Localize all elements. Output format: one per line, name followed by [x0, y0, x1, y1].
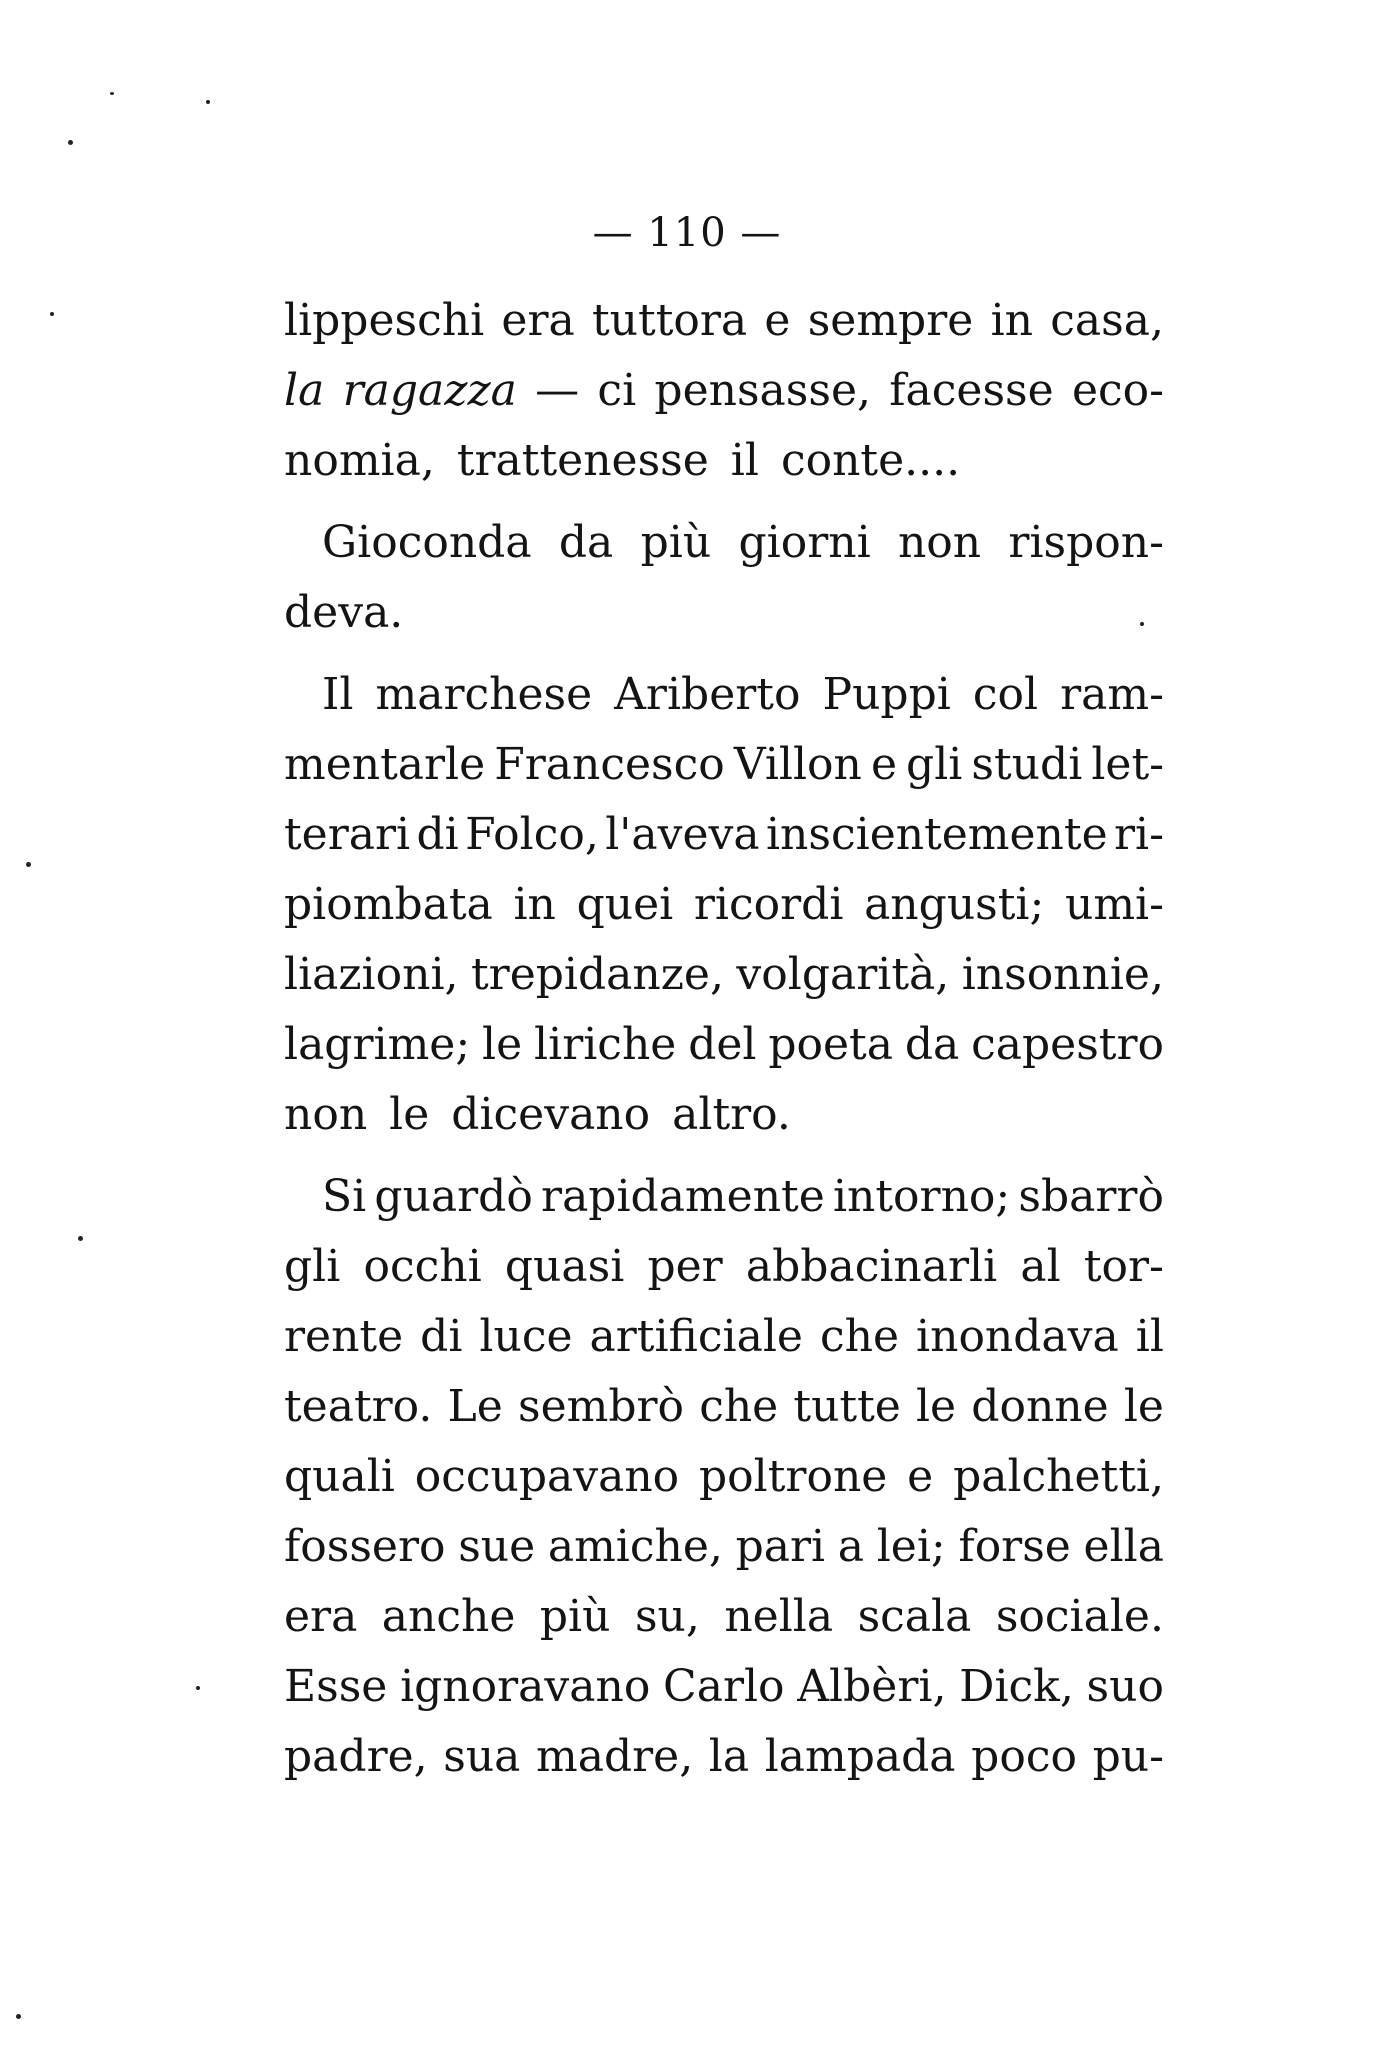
paragraph	[284, 1162, 1164, 1792]
word: pari	[735, 1521, 826, 1572]
word: gli	[284, 1241, 341, 1292]
page-number: — 110 —	[592, 210, 782, 256]
word: non	[897, 517, 982, 568]
word: Le	[447, 1381, 503, 1432]
text-line	[284, 578, 1164, 648]
word: nomia,	[284, 435, 435, 486]
word: inscientemente	[765, 809, 1108, 860]
word: marchese	[375, 669, 593, 720]
scan-speck	[50, 312, 54, 316]
word: ricordi	[693, 879, 844, 930]
text-line	[284, 1302, 1164, 1372]
word: liazioni,	[284, 949, 459, 1000]
word: artificiale	[589, 1311, 803, 1362]
word: la	[284, 365, 325, 416]
word: e	[907, 1451, 934, 1502]
text-line	[284, 730, 1164, 800]
word: padre,	[284, 1731, 428, 1782]
word: le	[1123, 1381, 1164, 1432]
word: sue	[458, 1521, 536, 1572]
word: quasi	[504, 1241, 625, 1292]
word: rapidamente	[541, 1171, 825, 1222]
word: Si	[322, 1171, 367, 1222]
word: forse	[958, 1521, 1071, 1572]
word: era	[284, 1591, 358, 1642]
scan-speck	[196, 1686, 200, 1690]
word: intorno;	[832, 1171, 1011, 1222]
text-line	[284, 800, 1164, 870]
word: occupavano	[414, 1451, 680, 1502]
text-line	[284, 426, 1164, 496]
word: e	[870, 739, 897, 790]
text-line	[284, 1080, 1164, 1150]
word: dicevano	[451, 1089, 651, 1140]
word: ella	[1083, 1521, 1164, 1572]
word: lei;	[876, 1521, 946, 1572]
word: sua	[443, 1731, 521, 1782]
word: più	[539, 1591, 611, 1642]
scan-speck	[68, 140, 73, 145]
word: Gioconda	[322, 517, 532, 568]
word: da	[904, 1019, 960, 1070]
scan-speck	[110, 92, 114, 95]
text-line	[284, 356, 1164, 426]
word: Albèri,	[797, 1661, 947, 1712]
paragraph-gap	[284, 648, 1164, 660]
word: che	[819, 1311, 900, 1362]
word: Villon	[733, 739, 862, 790]
word: il	[1135, 1311, 1164, 1362]
word: Dick,	[959, 1661, 1074, 1712]
word: let-	[1091, 739, 1164, 790]
word: sociale.	[995, 1591, 1164, 1642]
body-text	[284, 286, 1164, 1792]
word: donne	[971, 1381, 1109, 1432]
word: fossero	[284, 1521, 446, 1572]
scan-speck	[16, 2014, 21, 2019]
text-line	[284, 1582, 1164, 1652]
word: liriche	[534, 1019, 677, 1070]
word: mentarle	[284, 739, 486, 790]
word: lagrime;	[284, 1019, 471, 1070]
word: quali	[284, 1451, 395, 1502]
word: capestro	[971, 1019, 1164, 1070]
word: guardò	[374, 1171, 533, 1222]
word: poltrone	[699, 1451, 888, 1502]
text-line	[284, 1512, 1164, 1582]
word: madre,	[536, 1731, 694, 1782]
word: pensasse,	[654, 365, 871, 416]
word: sempre	[807, 295, 974, 346]
word: ignoravano	[400, 1661, 651, 1712]
word: era	[501, 295, 575, 346]
word: quei	[576, 879, 674, 930]
word: anche	[381, 1591, 516, 1642]
word: inondava	[916, 1311, 1119, 1362]
word: nella	[724, 1591, 834, 1642]
word: di	[416, 809, 459, 860]
word: lippeschi	[284, 295, 485, 346]
word: palchetti,	[953, 1451, 1164, 1502]
word: deva.	[284, 587, 404, 638]
word: lampada	[764, 1731, 956, 1782]
word: sembrò	[517, 1381, 685, 1432]
word: del	[688, 1019, 757, 1070]
word: trattenesse	[456, 435, 709, 486]
word: facesse	[889, 365, 1054, 416]
word: per	[647, 1241, 723, 1292]
word: il	[730, 435, 759, 486]
word: angusti;	[864, 879, 1045, 930]
word: tor-	[1083, 1241, 1164, 1292]
text-line	[284, 940, 1164, 1010]
text-line	[284, 870, 1164, 940]
word: Folco,	[465, 809, 599, 860]
word: Puppi	[822, 669, 951, 720]
scan-speck	[1140, 622, 1144, 626]
word: poco	[971, 1731, 1077, 1782]
word: conte....	[780, 435, 961, 486]
word: l'aveva	[605, 809, 760, 860]
paragraph-gap	[284, 1150, 1164, 1162]
word: Carlo	[663, 1661, 785, 1712]
word: scala	[857, 1591, 972, 1642]
word: in	[513, 879, 556, 930]
word: e	[764, 295, 791, 346]
word: di	[420, 1311, 463, 1362]
scan-speck	[26, 862, 31, 867]
text-line	[284, 1232, 1164, 1302]
word: non	[284, 1089, 368, 1140]
word: da	[558, 517, 614, 568]
word: terari	[284, 809, 411, 860]
word: Francesco	[494, 739, 725, 790]
text-line	[284, 508, 1164, 578]
scan-speck	[78, 1236, 83, 1241]
word: ragazza	[342, 365, 517, 416]
word: sbarrò	[1018, 1171, 1164, 1222]
word: volgarità,	[736, 949, 950, 1000]
word: casa,	[1050, 295, 1164, 346]
text-line	[284, 1372, 1164, 1442]
word: luce	[479, 1311, 573, 1362]
paragraph	[284, 286, 1164, 496]
word: Esse	[284, 1661, 388, 1712]
text-line	[284, 1722, 1164, 1792]
word: Il	[322, 669, 354, 720]
text-line	[284, 286, 1164, 356]
word: le	[915, 1381, 957, 1432]
text-line	[284, 1652, 1164, 1722]
word: ram-	[1060, 669, 1164, 720]
paragraph-gap	[284, 496, 1164, 508]
word: ri-	[1113, 809, 1164, 860]
word: insonnie,	[961, 949, 1164, 1000]
word: poeta	[768, 1019, 893, 1070]
word: altro.	[672, 1089, 791, 1140]
word: rente	[284, 1311, 404, 1362]
word: la	[708, 1731, 750, 1782]
word: umi-	[1065, 879, 1164, 930]
word: trepidanze,	[471, 949, 724, 1000]
word: le	[482, 1019, 523, 1070]
scan-speck	[206, 100, 210, 104]
word: occhi	[363, 1241, 482, 1292]
text-line	[284, 1162, 1164, 1232]
word: col	[972, 669, 1039, 720]
word: su,	[634, 1591, 700, 1642]
word: tutte	[793, 1381, 901, 1432]
word: —	[535, 365, 580, 416]
word: pu-	[1092, 1731, 1164, 1782]
paragraph	[284, 660, 1164, 1150]
text-line	[284, 660, 1164, 730]
word: che	[699, 1381, 779, 1432]
word: rispon-	[1008, 517, 1164, 568]
word: abbacinarli	[745, 1241, 998, 1292]
text-line	[284, 1010, 1164, 1080]
word: amiche,	[547, 1521, 723, 1572]
word: piombata	[284, 879, 493, 930]
word: più	[640, 517, 712, 568]
word: ci	[597, 365, 637, 416]
word: al	[1020, 1241, 1061, 1292]
paragraph	[284, 508, 1164, 648]
word: tuttora	[592, 295, 748, 346]
word: Ariberto	[614, 669, 801, 720]
word: eco-	[1071, 365, 1164, 416]
word: a	[837, 1521, 865, 1572]
word: studi	[971, 739, 1083, 790]
word: giorni	[738, 517, 871, 568]
text-line	[284, 1442, 1164, 1512]
word: in	[990, 295, 1033, 346]
word: le	[389, 1089, 430, 1140]
word: suo	[1086, 1661, 1164, 1712]
word: teatro.	[284, 1381, 433, 1432]
word: gli	[906, 739, 963, 790]
